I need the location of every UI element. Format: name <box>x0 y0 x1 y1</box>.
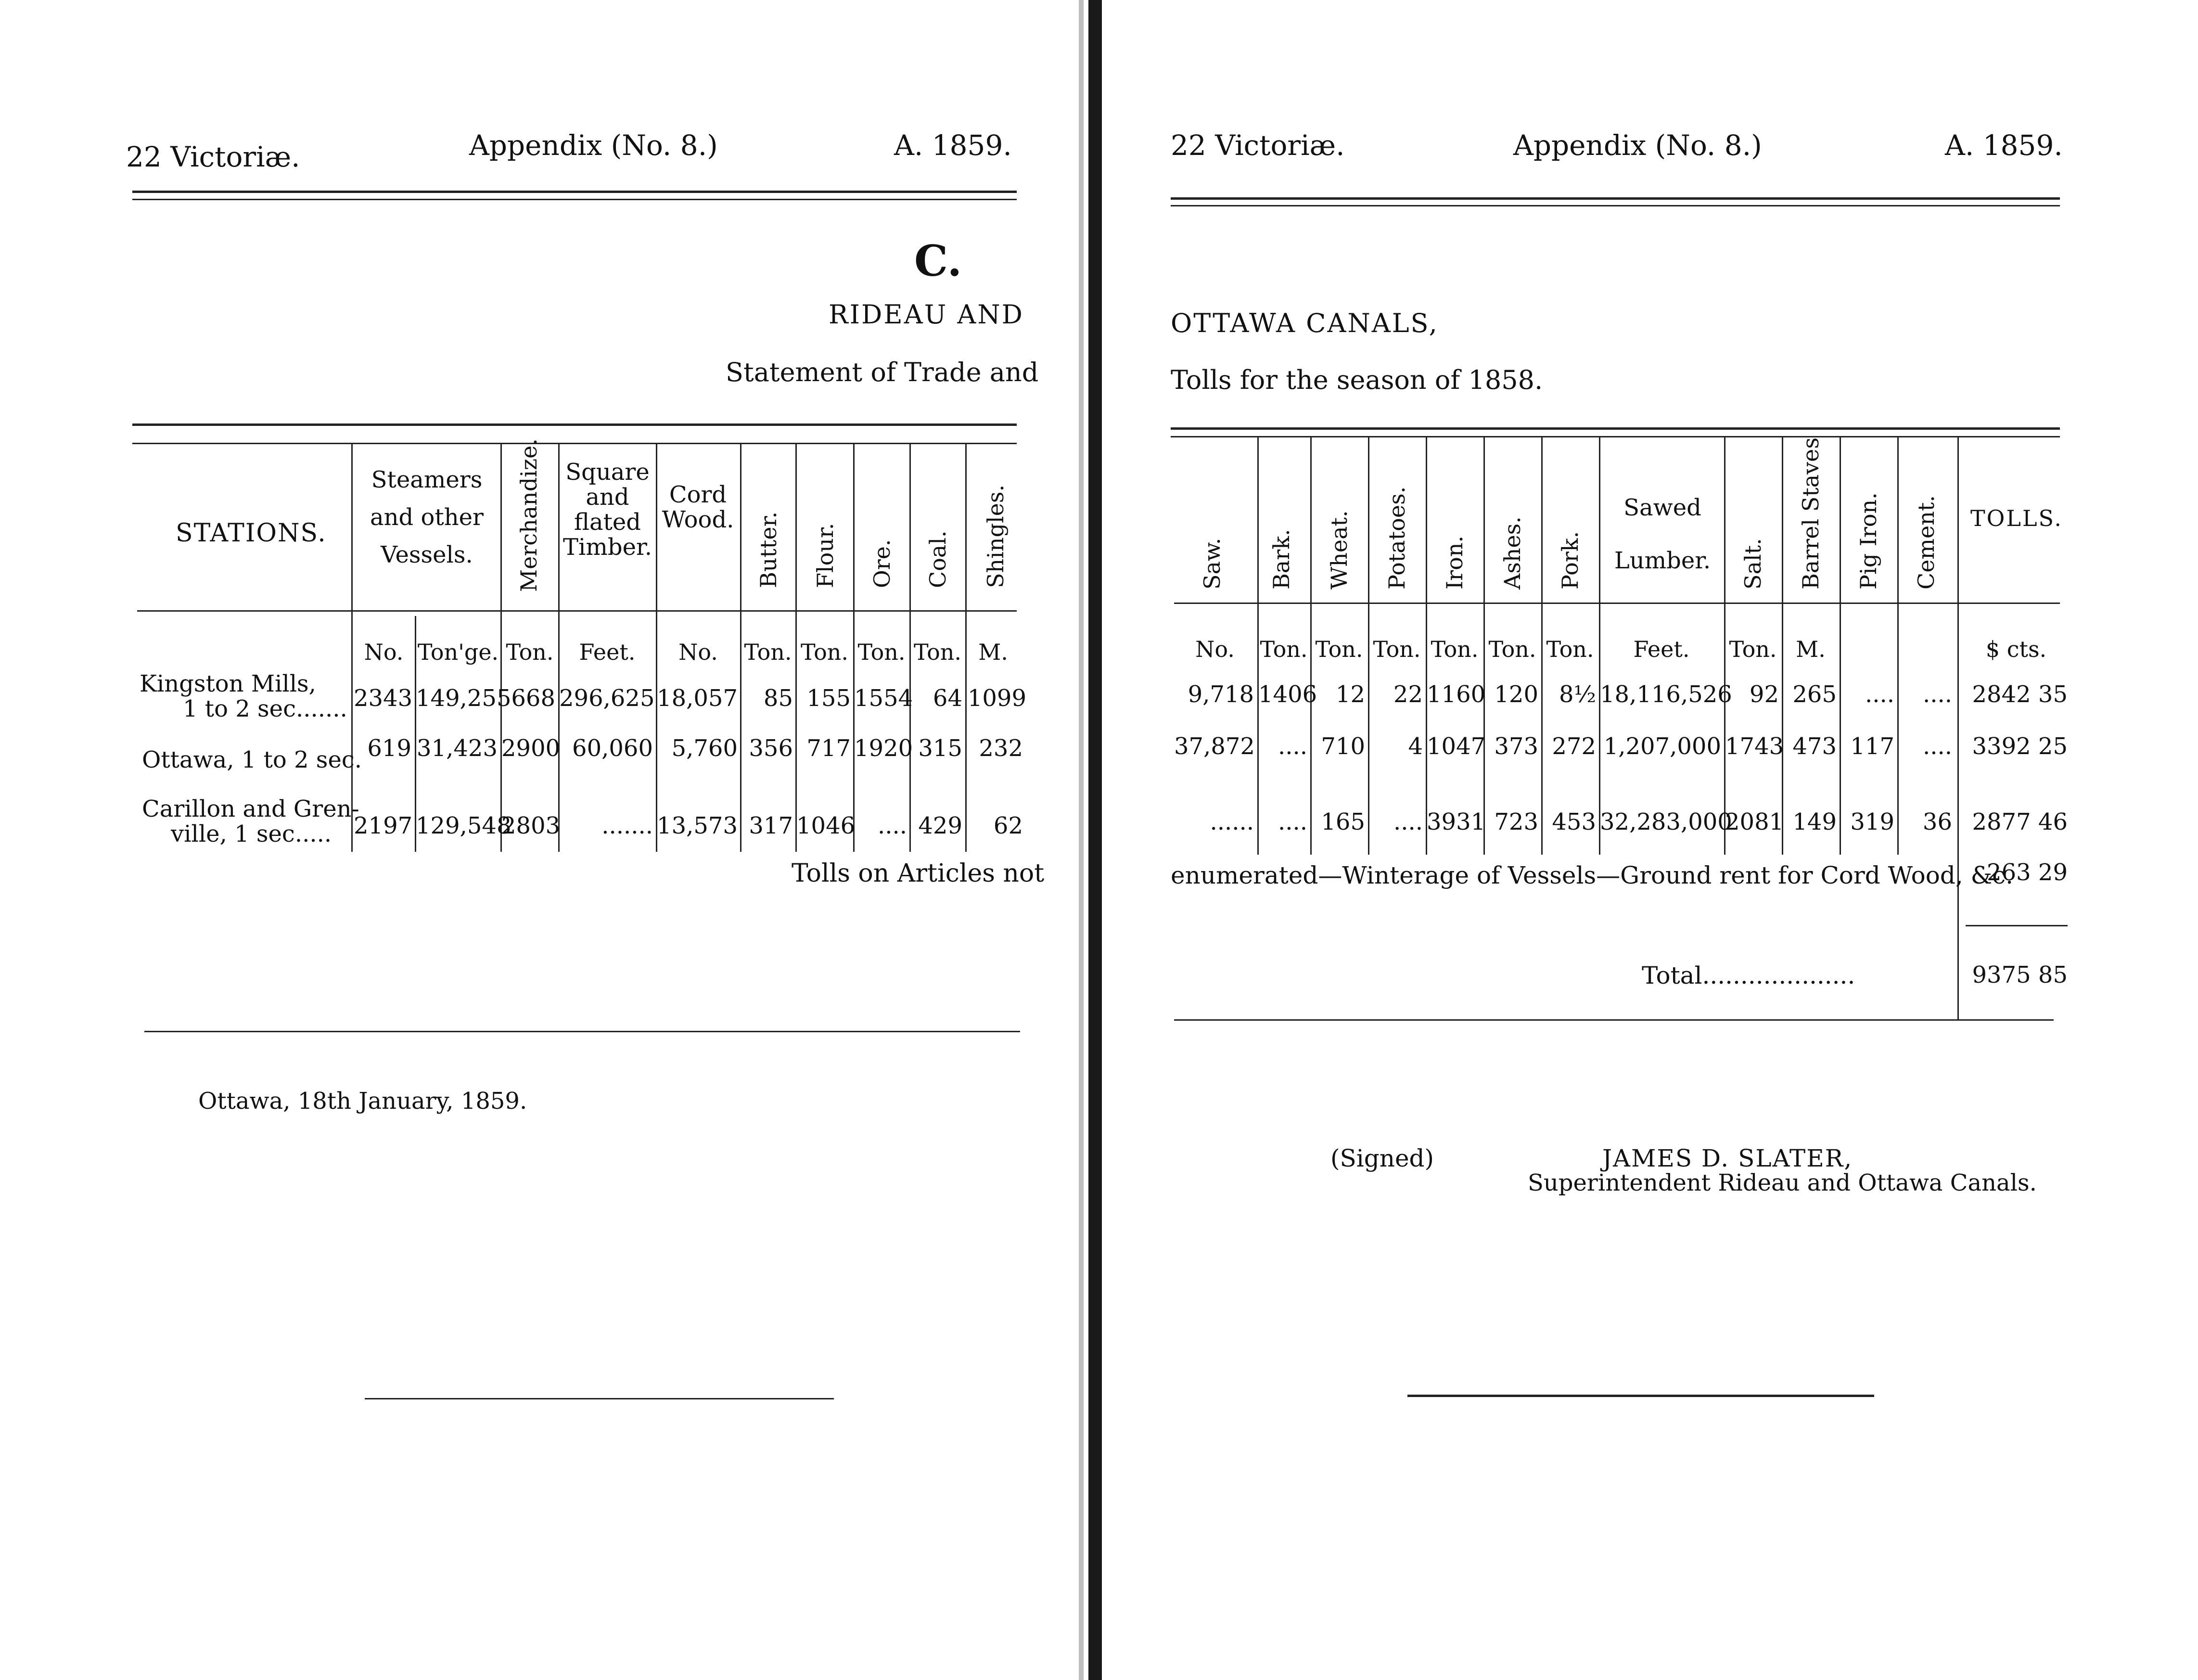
col-pork: Pork. <box>1557 531 1583 590</box>
col-saw: Saw. <box>1199 538 1225 590</box>
left-subtitle: Statement of Trade and <box>726 357 1039 387</box>
left-header-right: A. 1859. <box>894 129 1012 162</box>
book-gutter <box>1088 0 1102 1680</box>
right-header-right: A. 1859. <box>1945 129 2063 162</box>
col-salt: Salt. <box>1740 538 1766 590</box>
col-flour: Flour. <box>812 523 838 588</box>
left-title: RIDEAU AND <box>829 299 1024 330</box>
right-title: OTTAWA CANALS, <box>1171 308 1439 338</box>
signer-title: Superintendent Rideau and Ottawa Canals. <box>1528 1169 2037 1196</box>
gutter-shadow <box>1079 0 1084 1680</box>
total-label: Total.................... <box>1642 962 1855 989</box>
right-header-left: 22 Victoriæ. <box>1171 129 1345 162</box>
signer-name: JAMES D. SLATER, <box>1602 1144 1853 1172</box>
col-cement: Cement. <box>1913 495 1939 590</box>
left-header-center: Appendix (No. 8.) <box>469 129 718 162</box>
station-carillon: Carillon and Gren- ville, 1 sec..... <box>142 795 359 847</box>
place-date: Ottawa, 18th January, 1859. <box>198 1088 527 1115</box>
right-header-center: Appendix (No. 8.) <box>1513 129 1762 162</box>
col-stations: STATIONS. <box>176 519 327 548</box>
col-cord-wood: Cord Wood. <box>662 481 734 533</box>
total-value: 9375 85 <box>1972 962 2068 988</box>
col-ore: Ore. <box>869 539 895 588</box>
signed-label: (Signed) <box>1330 1144 1434 1172</box>
right-subtitle: Tolls for the season of 1858. <box>1171 365 1543 395</box>
col-sawed-lumber: Sawed Lumber. <box>1614 494 1711 574</box>
col-square-timber: Square and flated Timber. <box>563 459 652 561</box>
col-iron: Iron. <box>1442 535 1468 590</box>
col-shingles: Shingles. <box>983 484 1009 588</box>
tolls-note: Tolls on Articles not <box>792 859 1045 888</box>
enumerated-value: 263 29 <box>1987 859 2068 886</box>
station-kingston: Kingston Mills, 1 to 2 sec....... <box>140 670 347 722</box>
col-merchandize: Merchandize. <box>516 438 542 592</box>
col-bark: Bark. <box>1268 529 1294 590</box>
appendix-letter: C. <box>914 236 962 286</box>
col-tolls: TOLLS. <box>1970 505 2063 531</box>
col-wheat: Wheat. <box>1326 510 1352 590</box>
col-butter: Butter. <box>755 511 781 588</box>
col-coal: Coal. <box>925 530 951 588</box>
col-ashes: Ashes. <box>1499 516 1525 590</box>
left-header-left: 22 Victoriæ. <box>126 141 300 173</box>
col-potatoes: Potatoes. <box>1384 486 1410 590</box>
enumerated-note: enumerated—Winterage of Vessels—Ground rent for Cord Wood, &c. <box>1171 861 2014 889</box>
col-barrel-staves: Barrel Staves <box>1798 437 1824 590</box>
col-pig-iron: Pig Iron. <box>1855 492 1881 590</box>
col-steamers: Steamers and other Vessels. <box>370 466 484 568</box>
station-ottawa: Ottawa, 1 to 2 sec. <box>142 746 362 773</box>
